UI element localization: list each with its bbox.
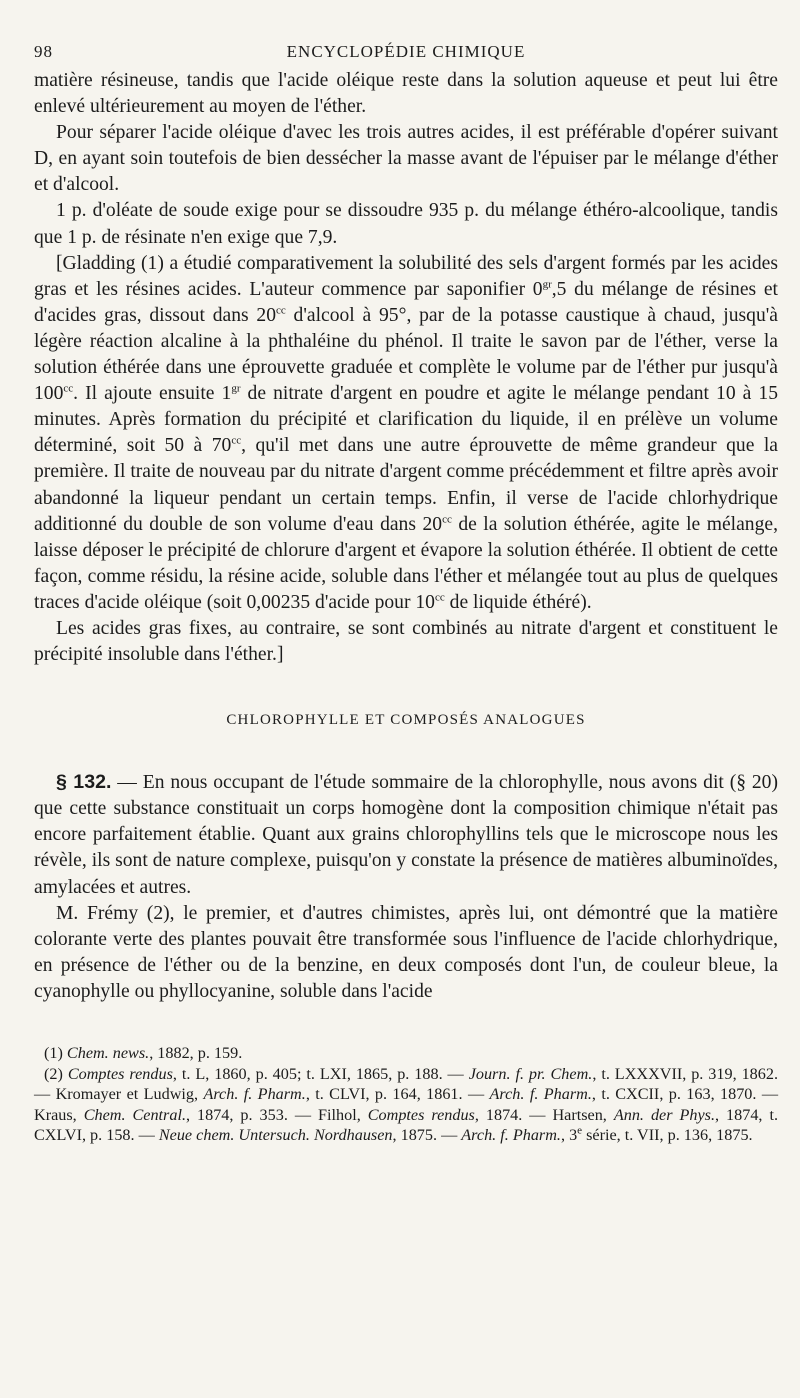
main-text xyxy=(34,68,778,1005)
citation-title: Journ. f. pr. Chem. xyxy=(468,1064,593,1083)
citation-title: Comptes rendus xyxy=(67,1064,173,1083)
running-title: ENCYCLOPÉDIE CHIMIQUE xyxy=(286,42,526,61)
citation-title: Arch. f. Pharm. xyxy=(489,1085,592,1104)
text-run: , 1882, p. 159. xyxy=(149,1044,243,1062)
footnotes xyxy=(34,1043,778,1146)
superscript: gr xyxy=(231,382,241,395)
text-run: série, t. VII, p. 136, 1875. xyxy=(582,1126,753,1145)
text-run: , t. CLVI, p. 164, 1861. — xyxy=(305,1085,490,1104)
citation-title: Chem. news. xyxy=(66,1044,150,1062)
footnote-2 xyxy=(34,1064,778,1146)
text-run: . Il ajoute ensuite 1 xyxy=(73,383,232,405)
text-run: — En nous occupant de l'étude sommaire de la chlorophylle, nous avons dit (§ 20) que cette substance constituait un corps homogène dont la composition chimique n'était pas encore parfaitement établie. Quant aux grains chlorophyllins tels que le microscope nous les révèle, ils sont de nature complexe, puisqu'on y constate la présence de matières albuminoïdes, amylacées et autres. xyxy=(34,772,778,898)
superscript: cc xyxy=(276,304,286,317)
superscript: cc xyxy=(442,513,452,526)
paragraph: Pour séparer l'acide oléique d'avec les trois autres acides, il est préférable d'opérer suivant D, en ayant soin toutefois de bien dessécher la masse avant de l'épuiser par le mélange d'éther et d'alcool. xyxy=(34,122,778,196)
paragraph: 1 p. d'oléate de soude exige pour se dissoudre 935 p. du mélange éthéro-alcoolique, tandis que 1 p. de résinate n'en exige que 7,9. xyxy=(34,200,778,248)
text-run: ,5 du mélange de résines et d'acides gras, dissout dans 20 xyxy=(34,278,778,326)
citation-title: Comptes rendus xyxy=(367,1105,475,1124)
footnote-marker: (1) xyxy=(44,1044,67,1062)
text-run: d'alcool à 95°, par de la potasse caustique à chaud, jusqu'à légère réaction alcaline à la phthaléine du phénol. Il traite le savon par de l'éther, verse la solution éthérée dans une éprouvette graduée et complète le volume par de l'éther pur jusqu'à 100 xyxy=(34,304,778,405)
text-run: , t. CXCII, p. 163, 1870. — Kraus, xyxy=(34,1085,779,1124)
book-page xyxy=(34,40,778,1146)
superscript: cc xyxy=(231,434,242,447)
citation-title: Arch. f. Pharm. xyxy=(461,1126,561,1145)
page-header xyxy=(34,40,778,68)
citation-title: Neue chem. Untersuch. Nordhausen xyxy=(158,1126,393,1145)
citation-title: Ann. der Phys. xyxy=(613,1105,716,1124)
section-heading: CHLOROPHYLLE ET COMPOSÉS ANALOGUES xyxy=(226,712,586,729)
paragraph: M. Frémy (2), le premier, et d'autres chimistes, après lui, ont démontré que la matière colorante verte des plantes pouvait être transformée sous l'influence de l'acide chlorhydrique, en présence de l'éther ou de la benzine, en deux composés dont l'un, de couleur bleue, la cyanophylle ou phyllocyanine, soluble dans l'acide xyxy=(34,902,778,1002)
text-run: [Gladding (1) a étudié comparativement la solubilité des sels d'argent formés par les acides gras et les résines acides. L'auteur commence par saponifier 0 xyxy=(34,252,778,300)
text-run: , 1875. — xyxy=(392,1126,462,1145)
paragraph: matière résineuse, tandis que l'acide oléique reste dans la solution aqueuse et peut lui être enlevé ultérieurement au moyen de l'éther. xyxy=(34,70,778,118)
citation-title: Chem. Central. xyxy=(83,1105,186,1124)
footnote-marker: (2) xyxy=(44,1064,68,1083)
text-run: , 1874, t. CXLVI, p. 158. — xyxy=(34,1105,779,1145)
text-run: , 1874. — Hartsen, xyxy=(474,1105,614,1124)
text-run: de liquide éthéré). xyxy=(444,591,592,613)
superscript: cc xyxy=(434,591,445,604)
page-number: 98 xyxy=(34,42,53,61)
text-run: , t. L, 1860, p. 405; t. LXI, 1865, p. 188. — xyxy=(172,1064,469,1083)
text-run: de la solution éthérée, agite le mélange, laisse déposer le précipité de chlorure d'argent et évapore la solution éthérée. Il obtient de cette façon, comme résidu, la résine acide, soluble dans l'éther et mélangée tout au plus de quelques traces d'acide oléique (soit 0,00235 d'acide pour 10 xyxy=(34,513,778,613)
superscript: cc xyxy=(63,382,74,395)
text-run: , 1874, p. 353. — Filhol, xyxy=(186,1105,368,1124)
paragraph: Les acides gras fixes, au contraire, se sont combinés au nitrate d'argent et constituent le précipité insoluble dans l'éther.] xyxy=(34,617,778,666)
citation-title: Arch. f. Pharm. xyxy=(203,1085,306,1104)
text-run: , 3 xyxy=(560,1126,578,1145)
text-run: , t. LXXXVII, p. 319, 1862. — Kromayer et Ludwig, xyxy=(34,1064,778,1104)
superscript: gr xyxy=(542,278,552,291)
footnote-1 xyxy=(34,1043,778,1064)
text-run: de nitrate d'argent en poudre et agite le mélange pendant 10 à 15 minutes. Après formation du précipité et clarification du liquide, il en prélève un volume déterminé, soit 50 à 70 xyxy=(34,383,778,457)
paragraph-section-132 xyxy=(34,769,778,900)
paragraph-gladding xyxy=(34,251,778,616)
superscript: e xyxy=(577,1124,583,1137)
section-number: § 132. xyxy=(56,771,112,794)
text-run: , qu'il met dans une autre éprouvette de même grandeur que la première. Il traite de nouveau par du nitrate d'argent comme précédemment et filtre après avoir abandonné la liqueur pendant un certain temps. Enfin, il verse de l'acide chlorhydrique additionné du double de son volume d'eau dans 20 xyxy=(34,435,778,535)
